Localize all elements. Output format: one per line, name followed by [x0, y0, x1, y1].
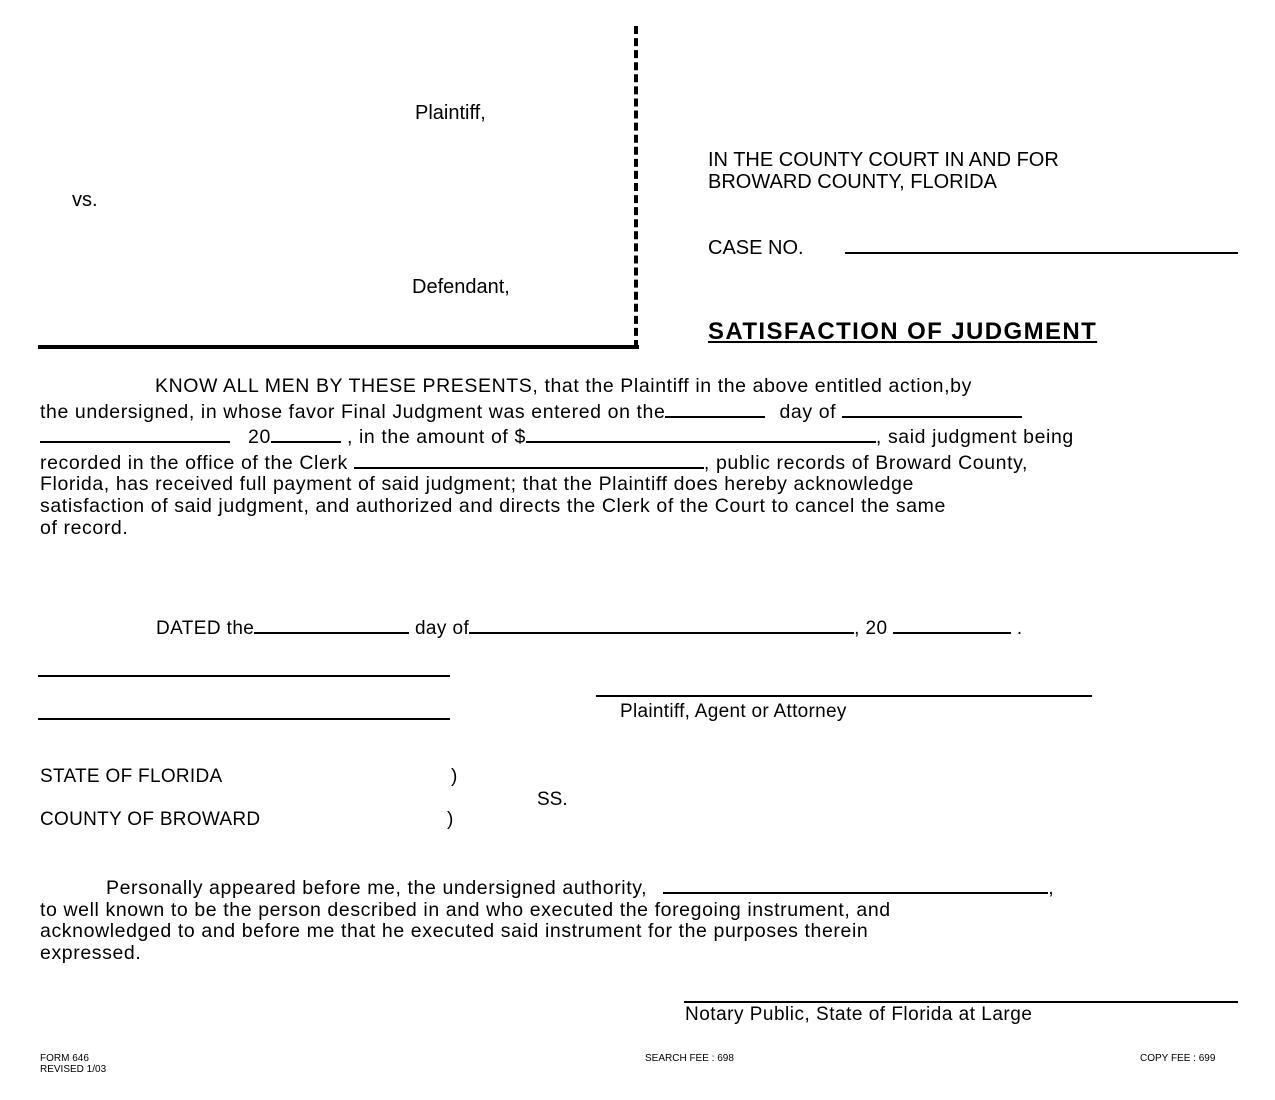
form-number: FORM 646 [40, 1053, 89, 1064]
dated-day-of: day of [414, 618, 470, 639]
notary-line-1-text: Personally appeared before me, the undersigned authority, [106, 877, 648, 899]
judgment-amount-field[interactable] [526, 423, 876, 443]
body-line-3 [40, 423, 1230, 449]
judgment-day-field[interactable] [665, 398, 765, 418]
notary-paragraph [40, 874, 1230, 964]
dated-line [156, 614, 1023, 640]
notary-line-4: expressed. [40, 941, 142, 964]
state-paren: ) [451, 766, 458, 787]
clerk-record-field[interactable] [354, 449, 704, 469]
caption-divider [634, 26, 638, 348]
notary-line-1 [40, 874, 1230, 900]
body-line-6: satisfaction of said judgment, and authorized and directs the Clerk of the Court to cancel the same [40, 494, 946, 517]
vs-label: vs. [72, 189, 98, 211]
dated-day-field[interactable] [254, 614, 409, 634]
caption-bottom-line [38, 345, 639, 349]
ss-label: SS. [537, 789, 568, 810]
notary-line-3: acknowledged to and before me that he executed said instrument for the purposes therein [40, 920, 869, 943]
body-line-2-text: the undersigned, in whose favor Final Judgment was entered on the [40, 400, 666, 423]
defendant-label: Defendant, [412, 276, 510, 298]
state-label: STATE OF FLORIDA [40, 766, 223, 787]
judgment-year-field[interactable] [271, 423, 341, 443]
notary-label: Notary Public, State of Florida at Large [685, 1004, 1033, 1025]
body-line-1: KNOW ALL MEN BY THESE PRESENTS, that the Plaintiff in the above entitled action,by [155, 375, 972, 397]
body-line-4 [40, 449, 1230, 475]
judgment-month-field[interactable] [842, 398, 1022, 418]
court-line-1: IN THE COUNTY COURT IN AND FOR [708, 149, 1059, 171]
document-title: SATISFACTION OF JUDGMENT [708, 318, 1098, 345]
notary-signature-line[interactable] [684, 1001, 1238, 1003]
body-line-7: of record. [40, 516, 129, 539]
case-no-field[interactable] [845, 252, 1238, 254]
dated-suffix: . [1016, 618, 1023, 639]
body-line-3-20: 20 [248, 426, 271, 449]
notary-line-1-end: , [1048, 877, 1055, 899]
dated-prefix: DATED the [156, 618, 255, 639]
plaintiff-signature-line[interactable] [596, 695, 1092, 697]
body-line-2 [40, 398, 1230, 424]
revised-date: REVISED 1/03 [40, 1064, 107, 1075]
judgment-month-cont-field[interactable] [40, 423, 230, 443]
dated-year-field[interactable] [893, 614, 1011, 634]
appearing-person-field[interactable] [663, 874, 1048, 894]
dated-month-field[interactable] [469, 614, 854, 634]
left-line-2[interactable] [38, 718, 450, 720]
body-line-2-dayof: day of [779, 400, 837, 423]
plaintiff-label: Plaintiff, [415, 102, 486, 124]
case-no-label: CASE NO. [708, 237, 804, 259]
body-line-3-end: , said judgment being [875, 426, 1074, 449]
body-line-4-end: , public records of Broward County, [703, 451, 1029, 474]
notary-line-2: to well known to be the person described in and who executed the foregoing instrument, and [40, 898, 891, 921]
search-fee: SEARCH FEE : 698 [645, 1053, 734, 1064]
county-label: COUNTY OF BROWARD [40, 809, 261, 830]
body-line-4-text: recorded in the office of the Clerk [40, 451, 348, 474]
court-line-2: BROWARD COUNTY, FLORIDA [708, 171, 997, 193]
copy-fee: COPY FEE : 699 [1140, 1053, 1216, 1064]
body-paragraph [40, 376, 1230, 539]
county-paren: ) [447, 809, 454, 830]
dated-year-prefix: , 20 [854, 618, 888, 639]
body-line-3-amount: , in the amount of $ [346, 426, 526, 449]
left-line-1[interactable] [38, 675, 450, 677]
plaintiff-signature-label: Plaintiff, Agent or Attorney [620, 701, 847, 722]
body-line-5: Florida, has received full payment of said judgment; that the Plaintiff does hereby acknowledge [40, 473, 914, 496]
